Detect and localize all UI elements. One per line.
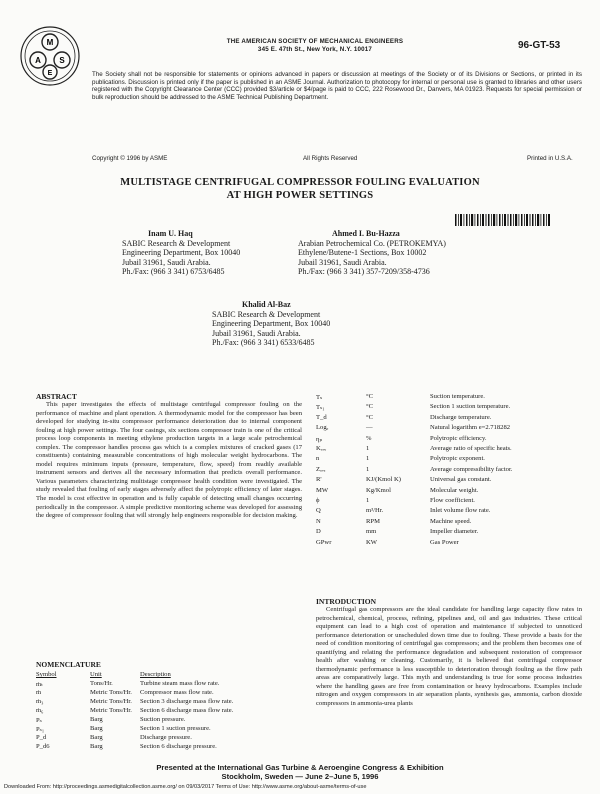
unit: °C xyxy=(366,393,374,400)
society-name: THE AMERICAN SOCIETY OF MECHANICAL ENGINEERS xyxy=(226,38,404,45)
unit: RPM xyxy=(366,517,380,525)
symbol: P_d6 xyxy=(36,743,50,750)
symbol: ṁₜ xyxy=(36,681,43,688)
unit: KJ/(Kmol K) xyxy=(366,476,401,484)
description: Discharge pressure. xyxy=(140,734,192,741)
description: Section 1 suction pressure. xyxy=(140,725,211,732)
description: Compressor mass flow rate. xyxy=(140,689,214,696)
unit: Barg xyxy=(90,716,103,723)
author-city: Jubail 31961, Saudi Arabia. xyxy=(298,257,387,267)
unit: Metric Tons/Hr. xyxy=(90,698,132,705)
symbol: ṁ xyxy=(36,689,42,696)
description: Average ratio of specific heats. xyxy=(430,445,512,452)
description: Section 6 discharge mass flow rate. xyxy=(140,707,234,714)
unit: mm xyxy=(366,528,377,536)
author-name: Ahmed I. Bu-Hazza xyxy=(332,229,400,238)
description: Polytropic exponent. xyxy=(430,455,485,463)
unit: Barg xyxy=(90,725,103,732)
description: Section 3 discharge mass flow rate. xyxy=(140,698,234,705)
unit: 1 xyxy=(366,455,370,463)
unit: m³/Hr. xyxy=(366,507,384,515)
unit: KW xyxy=(366,538,377,546)
unit: — xyxy=(366,424,373,432)
symbol: Q xyxy=(316,507,321,515)
symbol: GPwr xyxy=(316,538,332,546)
symbol: ηₚ xyxy=(316,435,323,443)
author-city: Jubail 31961, Saudi Arabia. xyxy=(122,257,211,267)
symbol: ṁ₆ xyxy=(36,707,44,714)
society-address: 345 E. 47th St., New York, N.Y. 10017 xyxy=(257,46,373,53)
author-department: Ethylene/Butene-1 Sections, Box 10002 xyxy=(298,248,427,258)
description: Suction pressure. xyxy=(140,716,186,723)
unit: °C xyxy=(366,403,374,411)
description: Impeller diameter. xyxy=(430,528,479,536)
svg-text:S: S xyxy=(59,56,65,65)
asme-logo xyxy=(18,24,82,88)
description: Natural logarithm e=2.718282 xyxy=(430,424,511,432)
description: Section 1 suction temperature. xyxy=(430,403,511,411)
introduction-text: Centrifugal gas compressors are the ideal candidate for handling large capacity flow rates in petrochemical, chemical, process, refining, pipelines and, oil and gas industries. These critical equipment can lead to a high cost of operation and maintenance if subjected to unnoticed performance deterioration or unscheduled down time due to fouling. These provide a basis for the need of condition monitoring of centrifugal gas compressors; and the problem then becomes one of quantifying and relating the performance degradation and subsequent restoration of compressor health after washing or cleaning. Customarily, it is believed that centrifugal compressor thermodynamic performance is less susceptible to deterioration through fouling as the flow path areas are comparatively large. This myth and understanding is true for some process industries where the handling gases are free from contamination or heavy hydrocarbons. Examples include nitrogen and oxygen compressors in air separation plants, synthesis gas, ammonia, carbon dioxide compressors in ammonia-urea plants xyxy=(316,606,582,708)
conference-location: Stockholm, Sweden — June 2–June 5, 1996 xyxy=(221,772,379,781)
paper-number: 96-GT-53 xyxy=(518,40,561,51)
author-affiliation: Arabian Petrochemical Co. (PETROKEMYA) xyxy=(298,238,446,248)
author-phone: Ph./Fax: (966 3 341) 357-7209/358-4736 xyxy=(298,267,430,277)
description: Flow coefficient. xyxy=(430,497,475,504)
paper-title xyxy=(60,177,540,202)
unit: Barg xyxy=(90,734,103,741)
symbol: ṁ₃ xyxy=(36,698,44,705)
symbol: P_d xyxy=(36,734,47,741)
symbol: Zₐᵥₑ xyxy=(316,465,326,473)
conference-name: Presented at the International Gas Turbine & Aeroengine Congress & Exhibition xyxy=(156,763,444,772)
abstract-heading: ABSTRACT xyxy=(36,392,77,401)
introduction-heading: INTRODUCTION xyxy=(316,597,377,606)
author-department: Engineering Department, Box 10040 xyxy=(122,248,241,258)
title-line-1: MULTISTAGE CENTRIFUGAL COMPRESSOR FOULING EVALUATION xyxy=(120,177,480,188)
symbol: MW xyxy=(316,486,329,494)
unit: 1 xyxy=(366,497,370,504)
symbol: n xyxy=(316,455,320,463)
description: Molecular weight. xyxy=(430,486,479,494)
author-2 xyxy=(298,229,446,277)
unit: % xyxy=(366,434,372,442)
symbol: Tₛ xyxy=(316,394,323,401)
author-3 xyxy=(212,300,330,348)
symbol: Tₛ₁ xyxy=(316,404,325,412)
symbol: T_d xyxy=(316,413,327,421)
description: Universal gas constant. xyxy=(430,476,492,484)
description: Discharge temperature. xyxy=(430,413,492,421)
symbol: ϕ xyxy=(316,497,320,504)
society-header xyxy=(150,38,480,54)
download-notice: Downloaded From: http://proceedings.asmedigitalcollection.asme.org/ on 09/03/2017 Terms of Use: http://www.asme.org/about-asme/terms-of-use xyxy=(4,784,367,790)
col-header-symbol: Symbol xyxy=(36,671,57,678)
description: Suction temperature. xyxy=(430,393,485,400)
author-name: Inam U. Haq xyxy=(148,229,193,238)
title-line-2: AT HIGH POWER SETTINGS xyxy=(226,189,374,201)
unit: Tons/Hr. xyxy=(90,680,113,687)
description: Average compressibility factor. xyxy=(430,465,513,473)
description: Machine speed. xyxy=(430,517,472,525)
unit: 1 xyxy=(366,445,370,452)
printed-in: Printed in U.S.A. xyxy=(527,155,573,162)
svg-text:E: E xyxy=(47,70,53,77)
author-1 xyxy=(122,229,240,277)
svg-text:M: M xyxy=(46,38,54,47)
author-phone: Ph./Fax: (966 3 341) 6753/6485 xyxy=(122,267,225,277)
symbol: R' xyxy=(316,476,322,484)
unit: °C xyxy=(366,413,374,421)
disclaimer: The Society shall not be responsible for statements or opinions advanced in papers or discussion at meetings of the Society or of its Divisions or Sections, or printed in its publications. Discussion is printed only if the paper is published in an ASME Journal. Authorization to photocopy for internal or personal use is granted to libraries and other users registered with the Copyright Clearance Center (CCC) provided $3/article or $4/page is paid to CCC, 222 Rosewood Dr., Danvers, MA 01923. Requests for special permission or bulk reproduction should be addressed to the ASME Technical Publishing Department. xyxy=(92,71,582,101)
description: Section 6 discharge pressure. xyxy=(140,743,217,750)
author-phone: Ph./Fax: (966 3 341) 6533/6485 xyxy=(212,338,315,348)
barcode xyxy=(455,214,550,226)
conference-footer xyxy=(60,763,540,781)
rights-reserved: All Rights Reserved xyxy=(303,155,358,162)
author-name: Khalid Al-Baz xyxy=(242,300,291,309)
col-header-description: Description xyxy=(140,671,171,678)
author-affiliation: SABIC Research & Development xyxy=(122,238,231,248)
svg-text:A: A xyxy=(35,56,41,65)
description: Polytropic efficiency. xyxy=(430,434,487,442)
description: Gas Power xyxy=(430,538,459,546)
symbol: D xyxy=(316,528,321,536)
symbol: Logₑ xyxy=(316,424,329,432)
symbol: Kₐᵥₑ xyxy=(316,445,327,452)
symbol: Pₛ xyxy=(36,717,42,724)
unit: Metric Tons/Hr. xyxy=(90,707,132,714)
nomenclature-heading: NOMENCLATURE xyxy=(36,660,101,669)
unit: Kg/Kmol xyxy=(366,486,391,494)
author-department: Engineering Department, Box 10040 xyxy=(212,319,331,329)
copyright: Copyright © 1996 by ASME xyxy=(92,155,168,162)
description: Inlet volume flow rate. xyxy=(430,507,491,515)
unit: Metric Tons/Hr. xyxy=(90,689,132,696)
description: Turbine steam mass flow rate. xyxy=(140,680,220,687)
unit: Barg xyxy=(90,743,103,750)
abstract-text: This paper investigates the effects of multistage centrifugal compressor fouling on the performance of machine and plant operation. A thermodynamic model for the compressor has been developed for studying in-situ compressor performance deterioration due to internal component fouling at high power settings. The four casings, six sections compressor train is one of the critical process loop components in meeting ethylene production targets in a large scale petrochemical complex. The compressor handles process gas which is a complex mixtures of cracked gases (17 constituents) containing measurable concentrations of high molecular weight hydrocarbons. The model requires minimum inputs (pressure, temperature, flow, speed) from readily available instrument sensors and derives all the necessary information that predicts overall performance. Various parameters characterizing multistage compressor health condition were investigated. The study revealed that fouling of early stages adversely affect the polytropic efficiency of later stages. The model is cost effective in operation and is fully capable of detecting small changes occurring periodically in the compressor. A simple predictive monitoring scheme was developed for assessing the degree of compressor fouling that will strongly help engineers responsible for decision making. xyxy=(36,401,302,520)
author-city: Jubail 31961, Saudi Arabia. xyxy=(212,328,301,338)
col-header-unit: Unit xyxy=(90,671,102,678)
symbol: N xyxy=(316,517,321,525)
symbol: Pₛ₁ xyxy=(36,726,45,733)
author-affiliation: SABIC Research & Development xyxy=(212,309,321,319)
unit: 1 xyxy=(366,465,370,473)
